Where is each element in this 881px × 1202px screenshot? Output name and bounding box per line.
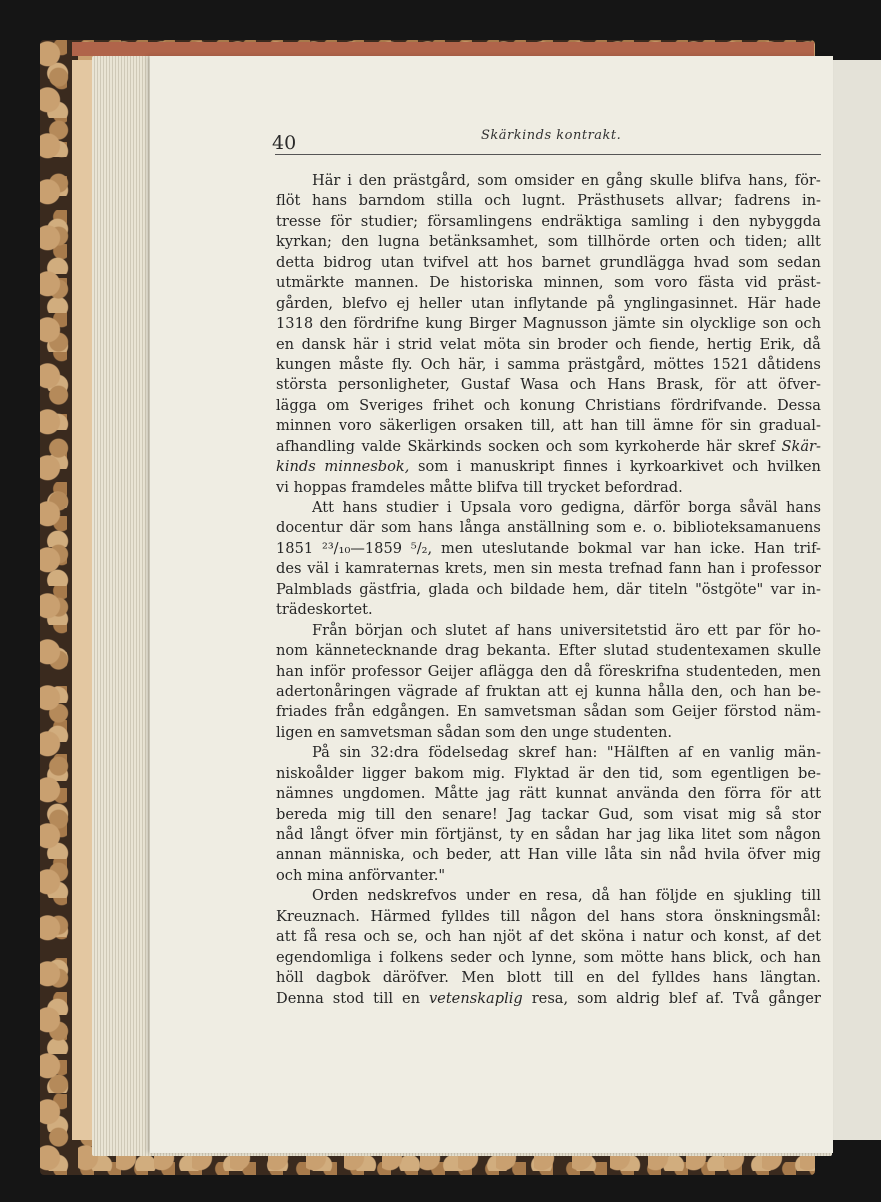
text-line: des väl i kamraternas krets, men sin mesta trefnad fann han i professor xyxy=(276,560,821,578)
text-line: På sin 32:dra födelsedag skref han: "Hälften af en vanlig män- xyxy=(312,744,821,762)
text-line: kungen måste fly. Och här, i samma prästgård, möttes 1521 dåtidens xyxy=(276,355,821,373)
text-line: och mina anförvanter." xyxy=(276,866,446,884)
page-number: 40 xyxy=(272,132,297,154)
book-cover-edge xyxy=(72,60,94,1140)
text-line: detta bidrog utan tvifvel att hos barnet grundlägga hvad som sedan xyxy=(276,253,821,271)
text-line: höll dagbok däröfver. Men blott till en del fylldes hans längtan. xyxy=(276,969,821,987)
text-line: en dansk här i strid velat möta sin broder och fiende, hertig Erik, då xyxy=(276,335,821,353)
text-line: adertonåringen vägrade af fruktan att ej kunna hålla den, och han be- xyxy=(276,682,821,700)
text-line: ligen en samvetsman sådan som den unge studenten. xyxy=(276,723,673,741)
text-line: tresse för studier; församlingens endräktiga samling i den nybyggda xyxy=(276,212,821,230)
text-line: nom kännetecknande drag bekanta. Efter slutad studentexamen skulle xyxy=(276,642,821,660)
text-line: Denna stod till en vetenskaplig resa, som aldrig blef af. Två gånger xyxy=(276,989,821,1007)
text-line: trädeskortet. xyxy=(276,601,373,619)
text-line: afhandling valde Skärkinds socken och som kyrkoherde här skref Skär- xyxy=(276,437,821,455)
book-spine-leather xyxy=(72,42,814,56)
text-line: nämnes ungdomen. Måtte jag rätt kunnat använda den förra för att xyxy=(276,785,821,803)
text-line: bereda mig till den senare! Jag tackar Gud, som visat mig så stor xyxy=(276,805,821,823)
text-line: kyrkan; den lugna betänksamhet, som tillhörde orten och tiden; allt xyxy=(276,233,821,251)
text-line: niskoålder ligger bakom mig. Flyktad är den tid, som egentligen be- xyxy=(276,764,821,782)
running-head: Skärkinds kontrakt. xyxy=(481,128,622,143)
text-line: största personligheter, Gustaf Wasa och Hans Brask, för att öfver- xyxy=(276,376,821,394)
facing-page-edge xyxy=(833,60,881,1140)
text-line: egendomliga i folkens seder och lynne, som mötte hans blick, och han xyxy=(276,948,821,966)
text-line: vi hoppas framdeles måtte blifva till trycket befordrad. xyxy=(276,478,683,496)
text-line: Från början och slutet af hans universitetstid äro ett par för ho- xyxy=(312,621,821,639)
text-line: Här i den prästgård, som omsider en gång skulle blifva hans, för- xyxy=(312,172,821,189)
text-line: Palmblads gästfria, glada och bildade hem, där titeln "östgöte" var in- xyxy=(276,580,821,598)
text-line: utmärkte mannen. De historiska minnen, som voro fästa vid präst- xyxy=(276,274,821,292)
text-line: lägga om Sveriges frihet och konung Christians fördrifvande. Dessa xyxy=(276,396,821,414)
text-line: Att hans studier i Upsala voro gedigna, därför borga såväl hans xyxy=(312,499,821,516)
text-line: annan människa, och beder, att Han ville låta sin nåd hvila öfver mig xyxy=(276,846,821,864)
text-line: han inför professor Geijer aflägga den då föreskrifna studenteden, men xyxy=(276,662,821,680)
text-line: Kreuznach. Härmed fylldes till någon del hans stora önskningsmål: xyxy=(276,907,821,925)
text-line: nåd långt öfver min förtjänst, ty en sådan har jag lika litet som någon xyxy=(276,826,821,843)
text-line: kinds minnesbok, som i manuskript finnes i kyrkoarkivet och hvilken xyxy=(276,458,821,476)
text-line: friades från edgången. En samvetsman sådan som Geijer förstod näm- xyxy=(276,703,821,721)
text-line: 1851 ²³/₁₀—1859 ⁵/₂, men uteslutande bokmal var han icke. Han trif- xyxy=(276,539,821,557)
body-text xyxy=(276,171,821,1009)
text-line: gården, blefvo ej heller utan inflytande på ynglingasinnet. Här hade xyxy=(276,294,821,312)
text-line: docentur där som hans långa anställning som e. o. biblioteksamanuens xyxy=(276,519,821,537)
header-rule xyxy=(275,154,821,155)
text-line: Orden nedskrefvos under en resa, då han följde en sjukling till xyxy=(312,887,821,905)
text-line: att få resa och se, och han njöt af det sköna i natur och konst, af det xyxy=(276,928,821,946)
text-line: minnen voro säkerligen orsaken till, att han till ämne för sin gradual- xyxy=(276,417,821,435)
text-line: 1318 den fördrifne kung Birger Magnusson jämte sin olycklige son och xyxy=(276,315,821,333)
text-line: flöt hans barndom stilla och lugnt. Prästhusets allvar; fadrens in- xyxy=(276,192,821,210)
